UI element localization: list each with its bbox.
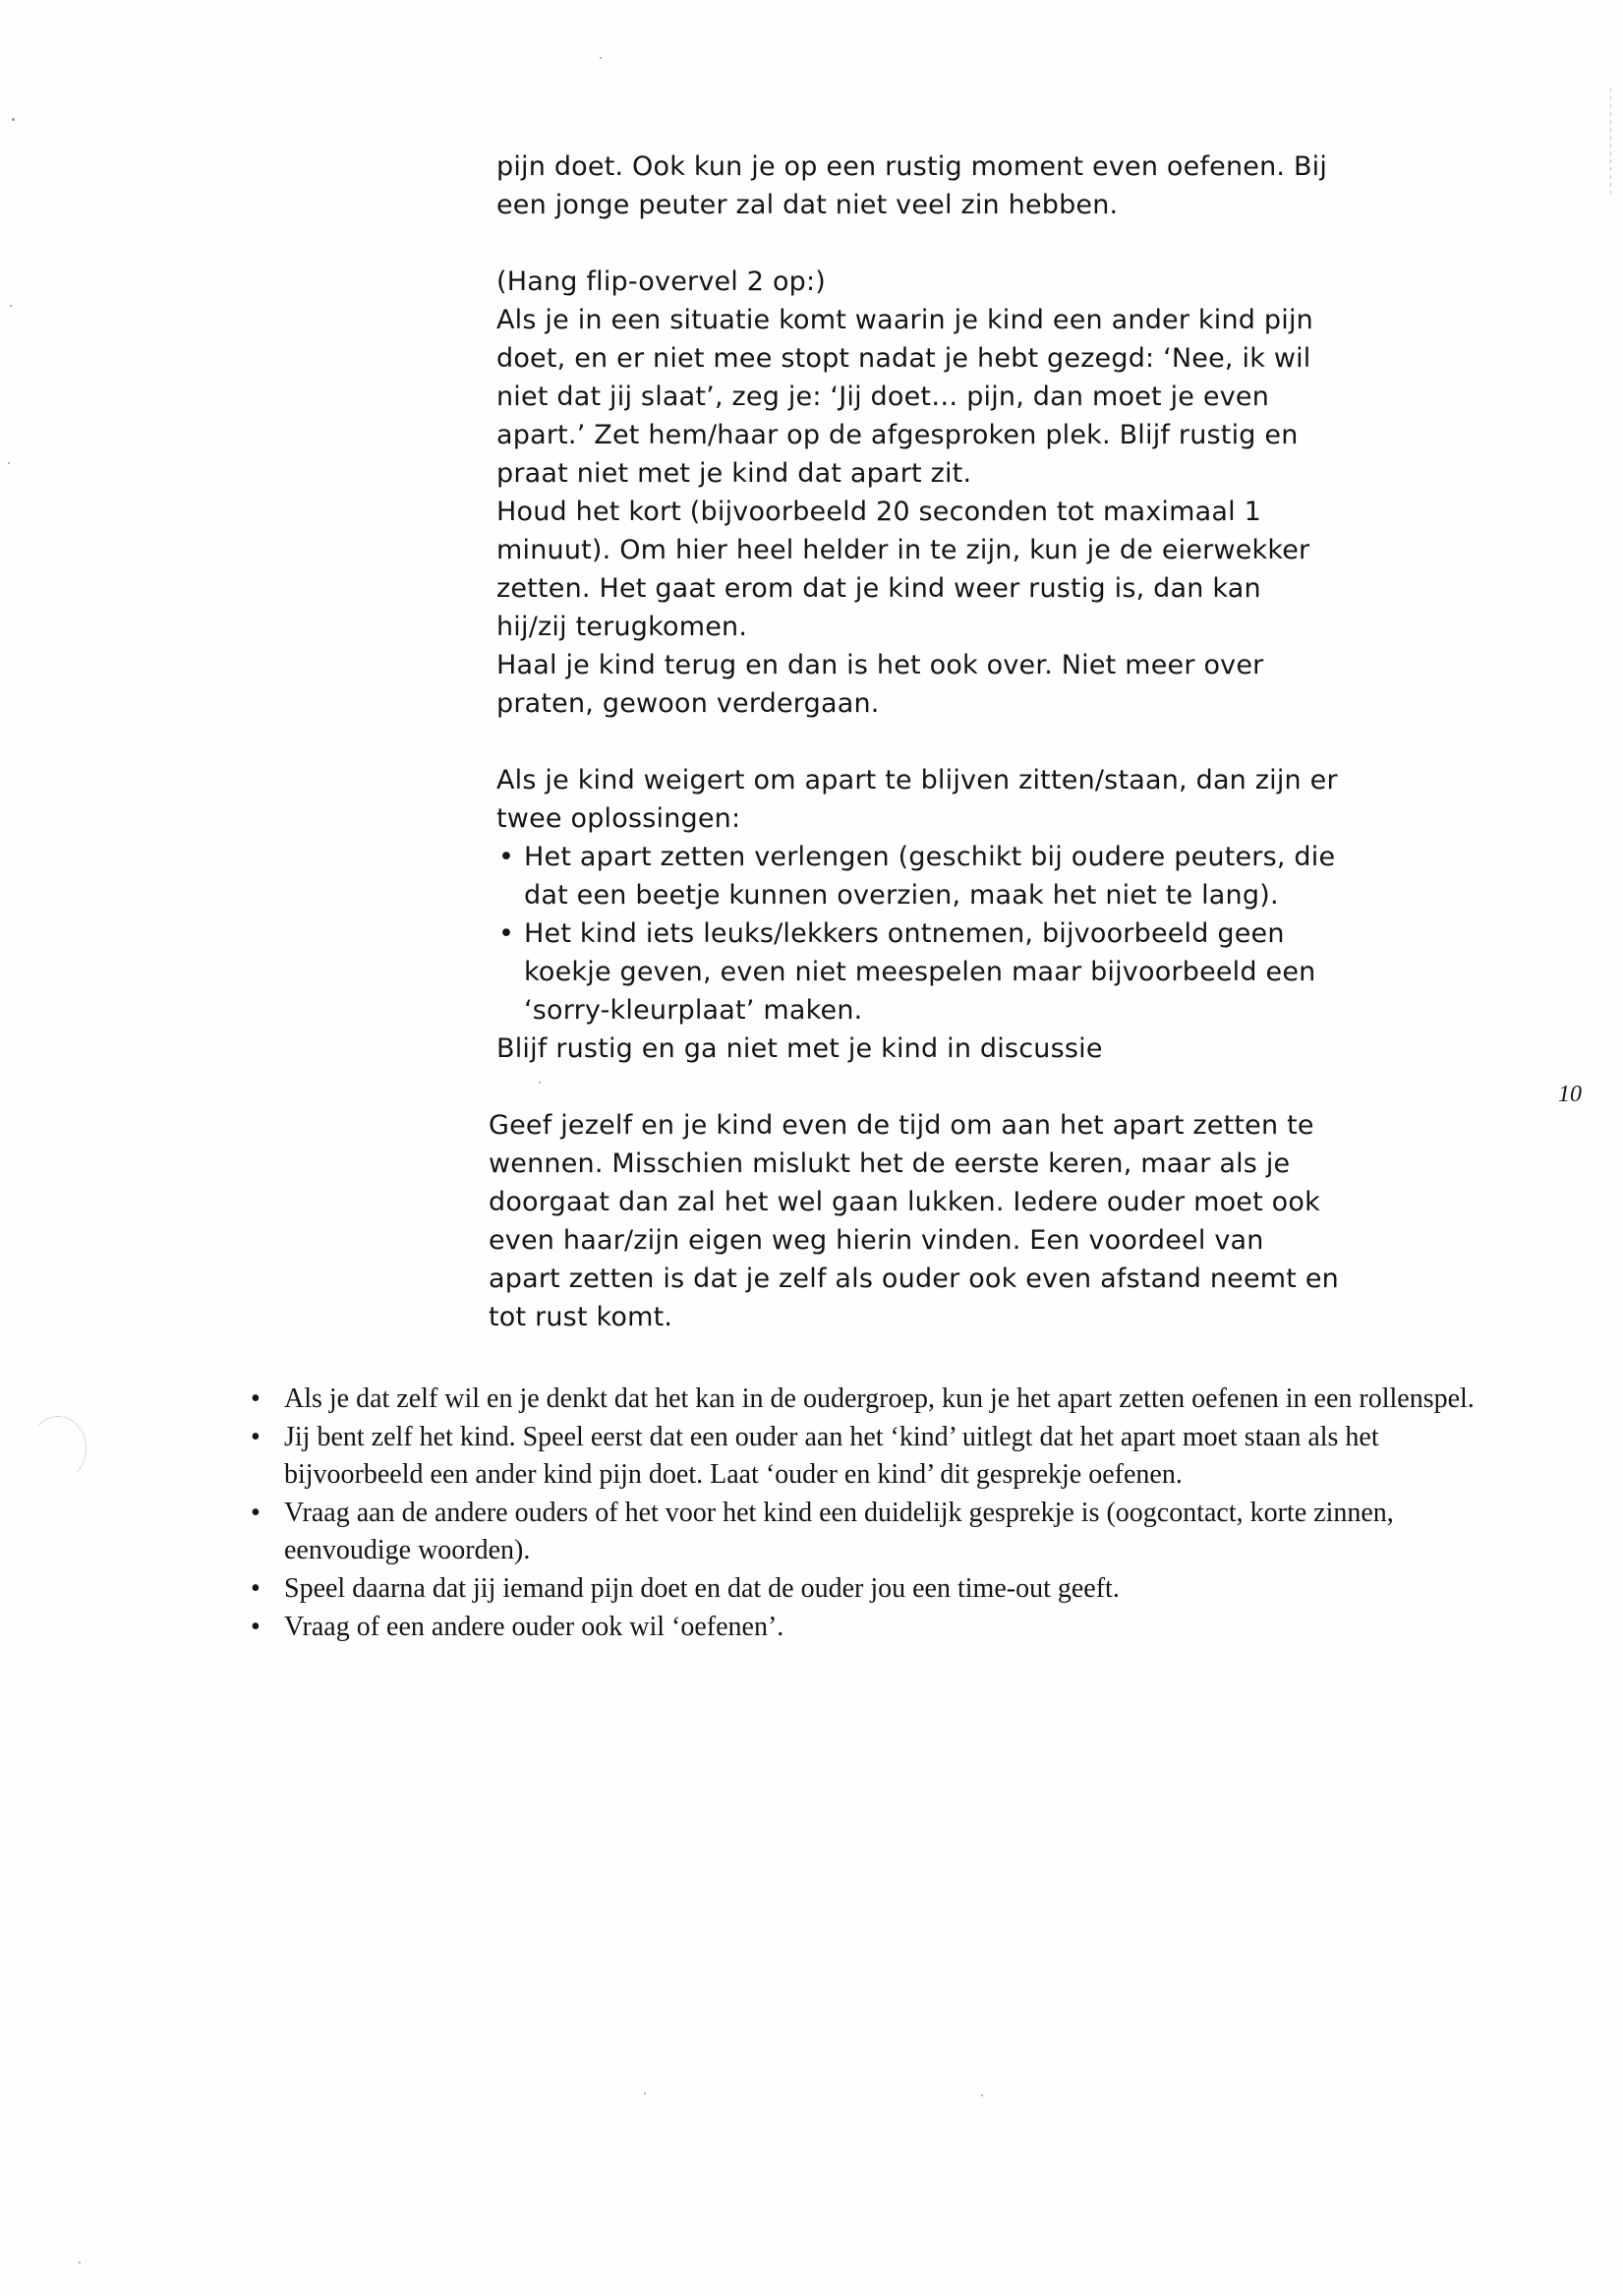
text-line: doorgaat dan zal het wel gaan lukken. Iedere ouder moet ook xyxy=(489,1187,1320,1217)
text-line: Het kind iets leuks/lekkers ontnemen, bijvoorbeeld geen xyxy=(524,918,1285,949)
scan-speck xyxy=(8,462,10,464)
text-line: (Hang flip-overvel 2 op:) xyxy=(496,266,827,297)
list-item xyxy=(496,838,1362,914)
scan-speck xyxy=(981,2094,983,2096)
bullet-icon: • xyxy=(251,1383,261,1414)
list-item xyxy=(251,1419,1509,1494)
text-line: even haar/zijn eigen weg hierin vinden. Een voordeel van xyxy=(489,1225,1264,1256)
solutions-list xyxy=(496,838,1362,1030)
page-number: 10 xyxy=(1558,1082,1582,1107)
list-item-text: Speel daarna dat jij iemand pijn doet en dat de ouder jou een time-out geeft. xyxy=(284,1573,1120,1604)
scan-speck xyxy=(600,57,602,59)
text-line: pijn doet. Ook kun je op een rustig moment even oefenen. Bij xyxy=(496,151,1328,182)
text-line: Blijf rustig en ga niet met je kind in discussie xyxy=(496,1033,1103,1064)
text-line: tot rust komt. xyxy=(489,1302,673,1332)
list-item-text: Jij bent zelf het kind. Speel eerst dat een ouder aan het ‘kind’ uitlegt dat het apart moet staan als het bijvoorbeeld een ander kind pijn doet. Laat ‘ouder en kind’ dit gesprekje oefenen. xyxy=(284,1422,1379,1490)
text-line: Houd het kort (bijvoorbeeld 20 seconden tot maximaal 1 xyxy=(496,497,1261,527)
list-item xyxy=(496,914,1362,1030)
scan-edge-mark xyxy=(1610,88,1611,197)
text-line: Als je in een situatie komt waarin je kind een ander kind pijn xyxy=(496,305,1313,335)
instruction-block-bottom xyxy=(489,1106,1354,1336)
text-line: hij/zij terugkomen. xyxy=(496,612,748,642)
text-line: twee oplossingen: xyxy=(496,803,741,834)
list-item-text: Vraag aan de andere ouders of het voor het kind een duidelijk gesprekje is (oogcontact, korte zinnen, eenvoudige woorden). xyxy=(284,1498,1394,1565)
text-line: koekje geven, even niet meespelen maar bijvoorbeeld een xyxy=(524,957,1316,987)
text-line: Als je kind weigert om apart te blijven zitten/staan, dan zijn er xyxy=(496,765,1338,795)
bullet-icon: • xyxy=(251,1498,261,1528)
text-line: apart zetten is dat je zelf als ouder ook even afstand neemt en xyxy=(489,1264,1339,1294)
text-line: ‘sorry-kleurplaat’ maken. xyxy=(524,995,863,1026)
list-item xyxy=(251,1495,1509,1569)
scan-speck xyxy=(539,1082,541,1084)
bullet-icon: • xyxy=(251,1612,261,1642)
text-line: een jonge peuter zal dat niet veel zin hebben. xyxy=(496,190,1119,220)
punch-hole-mark xyxy=(29,1416,87,1481)
text-line: apart.’ Zet hem/haar op de afgesproken plek. Blijf rustig en xyxy=(496,420,1299,450)
text-line: niet dat jij slaat’, zeg je: ‘Jij doet… pijn, dan moet je even xyxy=(496,382,1269,412)
text-line: praten, gewoon verdergaan. xyxy=(496,688,880,719)
text-line: Het apart zetten verlengen (geschikt bij oudere peuters, die xyxy=(524,842,1336,872)
scan-speck xyxy=(644,2092,646,2094)
list-item xyxy=(251,1570,1509,1608)
scan-speck xyxy=(12,118,15,121)
text-line: wennen. Misschien mislukt het de eerste keren, maar als je xyxy=(489,1148,1291,1179)
scan-speck xyxy=(79,2262,81,2264)
bullet-icon: • xyxy=(498,918,515,949)
text-line: zetten. Het gaat erom dat je kind weer rustig is, dan kan xyxy=(496,573,1261,604)
bullet-icon: • xyxy=(498,842,515,872)
text-line: praat niet met je kind dat apart zit. xyxy=(496,458,972,489)
text-line: doet, en er niet mee stopt nadat je hebt gezegd: ‘Nee, ik wil xyxy=(496,343,1311,374)
text-line: dat een beetje kunnen overzien, maak het niet te lang). xyxy=(524,880,1279,911)
activity-list xyxy=(251,1381,1509,1647)
list-item xyxy=(251,1381,1509,1418)
text-line: Geef jezelf en je kind even de tijd om aan het apart zetten te xyxy=(489,1110,1314,1141)
list-item-text: Vraag of een andere ouder ook wil ‘oefenen’. xyxy=(284,1612,784,1642)
bullet-icon: • xyxy=(251,1573,261,1604)
bullet-icon: • xyxy=(251,1422,261,1452)
list-item-text: Als je dat zelf wil en je denkt dat het kan in de oudergroep, kun je het apart zetten oefenen in een rollenspel. xyxy=(284,1383,1475,1414)
text-line: Haal je kind terug en dan is het ook over. Niet meer over xyxy=(496,650,1264,680)
scan-speck xyxy=(10,305,12,307)
list-item xyxy=(251,1609,1509,1646)
text-line: minuut). Om hier heel helder in te zijn, kun je de eierwekker xyxy=(496,535,1310,565)
instruction-block-top xyxy=(496,147,1362,1068)
